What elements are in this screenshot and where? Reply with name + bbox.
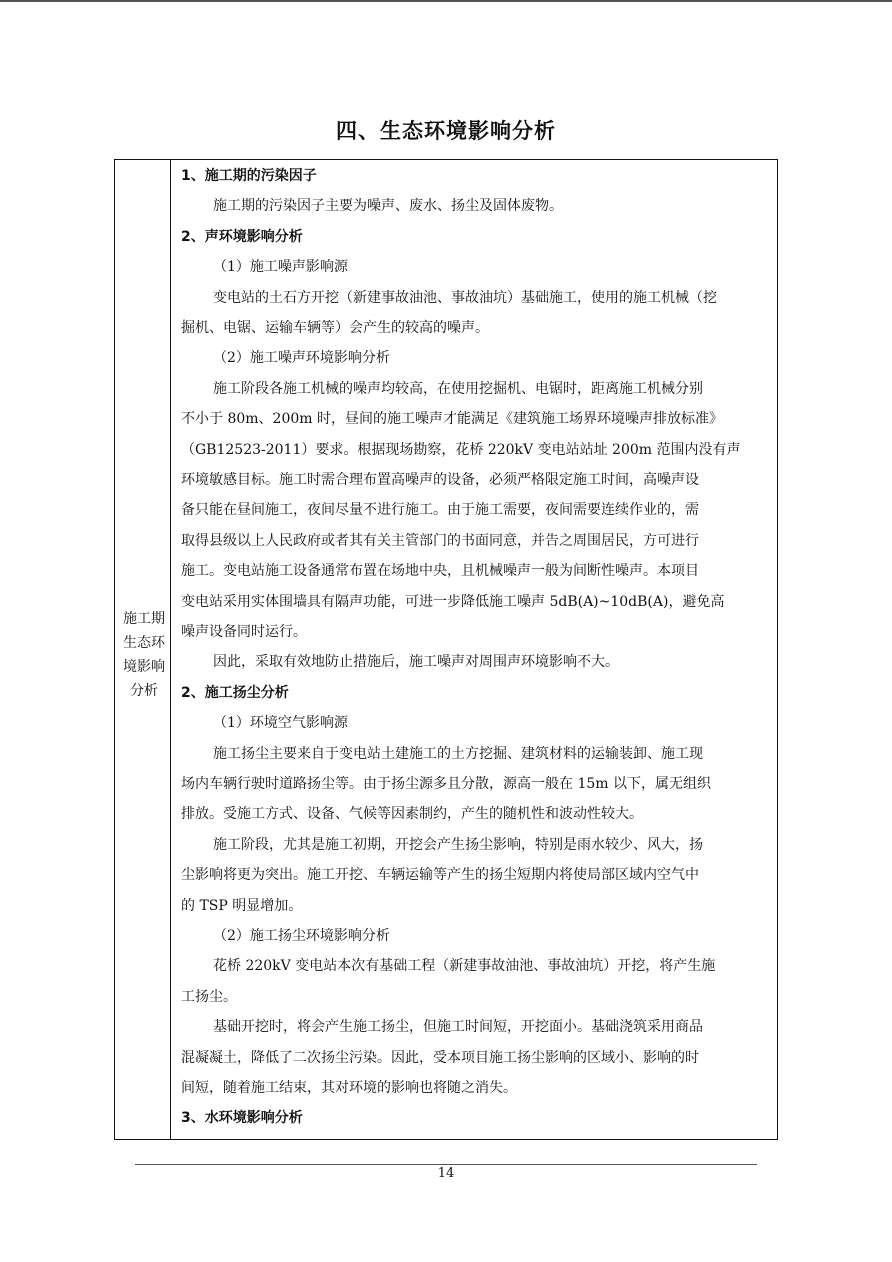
paragraph-line: （1）施工噪声影响源	[213, 259, 348, 276]
paragraph-line: 取得县级以上人民政府或者其有关主管部门的书面同意，并告之周围居民，方可进行	[181, 532, 699, 549]
paragraph-line: （2）施工噪声环境影响分析	[213, 350, 390, 367]
section-heading: 2、声环境影响分析	[181, 228, 303, 245]
side-label-line: 境影响	[123, 659, 165, 675]
paragraph-line: 变电站的土石方开挖（新建事故油池、事故油坑）基础施工，使用的施工机械（挖	[213, 289, 717, 306]
side-label-line: 分析	[130, 683, 158, 699]
paragraph-line: 施工扬尘主要来自于变电站土建施工的土方挖掘、建筑材料的运输装卸、施工现	[213, 745, 703, 762]
section-heading: 2、施工扬尘分析	[181, 684, 289, 701]
paragraph-line: （2）施工扬尘环境影响分析	[213, 928, 390, 944]
paragraph-line: 的 TSP 明显增加。	[181, 897, 303, 914]
paragraph-line: 混凝凝土，降低了二次扬尘污染。因此，受本项目施工扬尘影响的区域小、影响的时	[181, 1049, 699, 1066]
side-label-line: 施工期	[123, 611, 165, 627]
paragraph-line: 变电站采用实体围墙具有隔声功能，可进一步降低施工噪声 5dB(A)~10dB(A)，避免高	[181, 593, 725, 610]
paragraph-line: 排放。受施工方式、设备、气候等因素制约，产生的随机性和波动性较大。	[181, 806, 643, 823]
section-heading: 1、施工期的污染因子	[181, 168, 317, 184]
paragraph-line: 尘影响将更为突出。施工开挖、车辆运输等产生的扬尘短期内将使局部区域内空气中	[181, 867, 699, 884]
paragraph-line: 掘机、电锯、运输车辆等）会产生的较高的噪声。	[181, 320, 489, 336]
side-label-cell	[115, 160, 171, 1139]
top-border-line	[0, 0, 892, 2]
paragraph-line: 间短，随着施工结束，其对环境的影响也将随之消失。	[181, 1080, 517, 1096]
page-title: 四、生态环境影响分析	[336, 119, 556, 143]
paragraph-line: 因此，采取有效地防止措施后，施工噪声对周围声环境影响不大。	[213, 654, 619, 671]
paragraph-line: （1）环境空气影响源	[213, 715, 348, 732]
paragraph-line: 环境敏感目标。施工时需合理布置高噪声的设备，必须严格限定施工时间，高噪声设	[181, 472, 699, 488]
paragraph-line: 场内车辆行驶时道路扬尘等。由于扬尘源多且分散，源高一般在 15m 以下，属无组织	[181, 776, 711, 792]
paragraph-line: 施工阶段，尤其是施工初期，开挖会产生扬尘影响，特别是雨水较少、风大，扬	[213, 836, 703, 853]
footer-rule	[135, 1164, 757, 1165]
paragraph-line: 不小于 80m、200m 时，昼间的施工噪声才能满足《建筑施工场界环境噪声排放标准》	[181, 411, 723, 428]
paragraph-line: 基础开挖时，将会产生施工扬尘，但施工时间短，开挖面小。基础浇筑采用商品	[213, 1019, 703, 1036]
content-table	[114, 159, 778, 1140]
paragraph-line: 施工期的污染因子主要为噪声、废水、扬尘及固体废物。	[213, 198, 563, 215]
paragraph-line: 花桥 220kV 变电站本次有基础工程（新建事故油池、事故油坑）开挖，将产生施	[213, 958, 716, 975]
paragraph-line: 施工。变电站施工设备通常布置在场地中央，且机械噪声一般为间断性噪声。本项目	[181, 563, 699, 580]
paragraph-line: 备只能在昼间施工，夜间尽量不进行施工。由于施工需要，夜间需要连续作业的，需	[181, 502, 699, 519]
page-number: 14	[437, 1166, 455, 1181]
side-label-line: 生态环	[123, 635, 165, 651]
paragraph-line: 工扬尘。	[181, 988, 237, 1005]
paragraph-line: （GB12523-2011）要求。根据现场勘察，花桥 220kV 变电站站址 200m 范围内没有声	[181, 441, 741, 458]
paragraph-line: 噪声设备同时运行。	[181, 624, 307, 640]
section-heading: 3、水环境影响分析	[181, 1110, 303, 1127]
paragraph-line: 施工阶段各施工机械的噪声均较高，在使用挖掘机、电锯时，距离施工机械分别	[213, 380, 703, 397]
side-label	[119, 607, 169, 703]
